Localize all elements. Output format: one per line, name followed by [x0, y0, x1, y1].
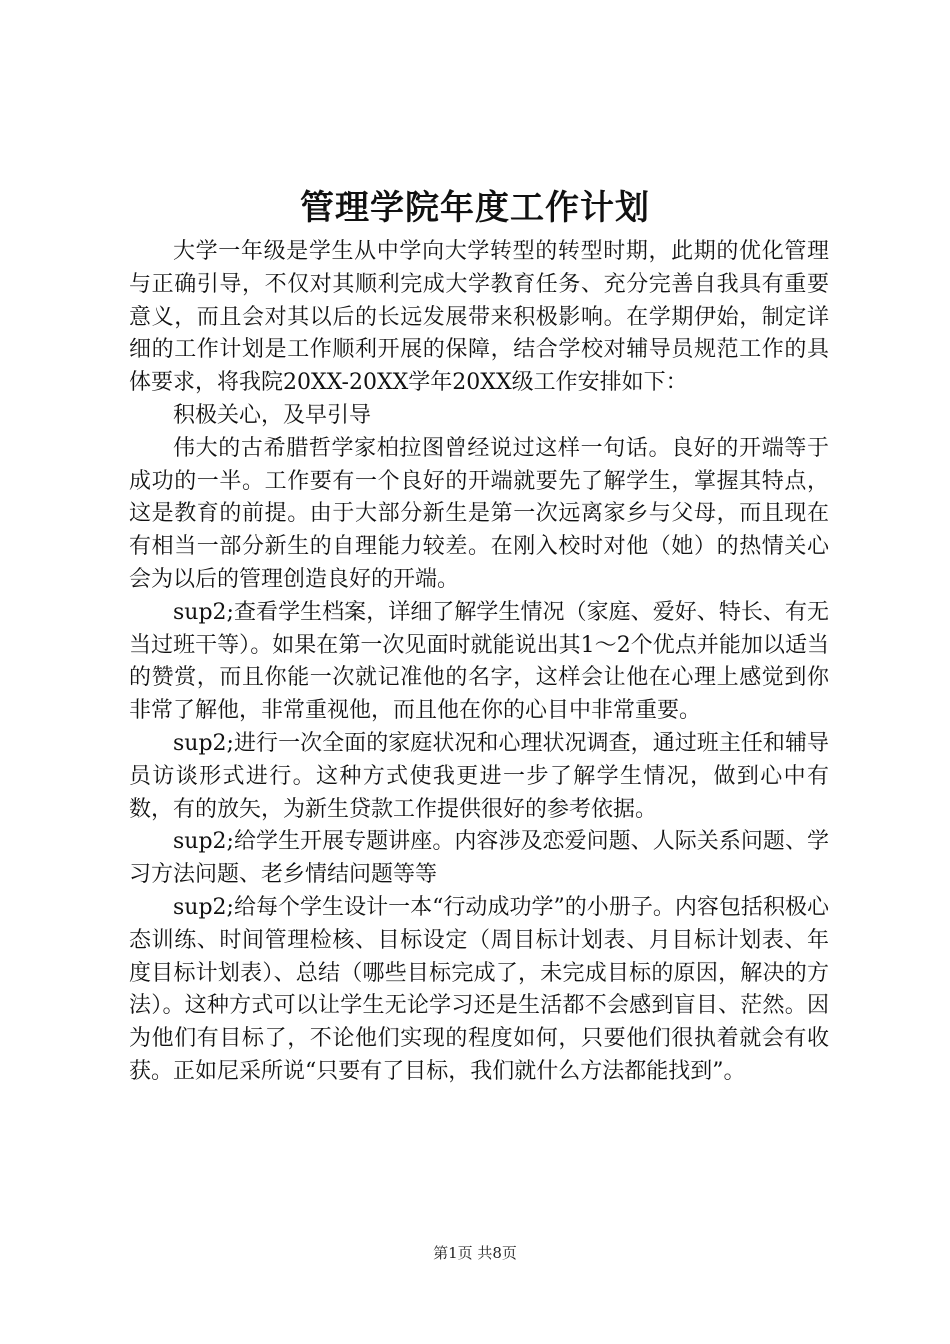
- document-body: [129, 236, 829, 1089]
- page-number-footer: 第1页 共8页: [433, 1244, 517, 1262]
- list-item: sup2;查看学生档案，详细了解学生情况（家庭、爱好、特长、有无当过班干等）。如果在第一次见面时就能说出其1～2个优点并能加以适当的赞赏，而且你能一次就记准他的名字，这样会让他在心理上感觉到你非常了解他，非常重视他，而且他在你的心目中非常重要。: [129, 599, 829, 724]
- section-heading: 积极关心，及早引导: [173, 402, 372, 428]
- intro-paragraph: 大学一年级是学生从中学向大学转型的转型时期，此期的优化管理与正确引导，不仅对其顺利完成大学教育任务、充分完善自我具有重要意义，而且会对其以后的长远发展带来积极影响。在学期伊始，制定详细的工作计划是工作顺利开展的保障，结合学校对辅导员规范工作的具体要求，将我院20XX-20XX学年20XX级工作安排如下：: [129, 239, 829, 396]
- list-item: sup2;进行一次全面的家庭状况和心理状况调查，通过班主任和辅导员访谈形式进行。这种方式使我更进一步了解学生情况，做到心中有数，有的放矢，为新生贷款工作提供很好的参考依据。: [129, 730, 829, 822]
- list-item: sup2;给每个学生设计一本“行动成功学”的小册子。内容包括积极心态训练、时间管理检核、目标设定（周目标计划表、月目标计划表、年度目标计划表）、总结（哪些目标完成了，未完成目标的原因，解决的方法）。这种方式可以让学生无论学习还是生活都不会感到盲目、茫然。因为他们有目标了，不论他们实现的程度如何，只要他们很执着就会有收获。正如尼采所说“只要有了目标，我们就什么方法都能找到”。: [129, 894, 829, 1084]
- list-item: sup2;给学生开展专题讲座。内容涉及恋爱问题、人际关系问题、学习方法问题、老乡情结问题等等: [129, 829, 829, 888]
- body-paragraph: 伟大的古希腊哲学家柏拉图曾经说过这样一句话。良好的开端等于成功的一半。工作要有一个良好的开端就要先了解学生，掌握其特点，这是教育的前提。由于大部分新生是第一次远离家乡与父母，而且现在有相当一部分新生的自理能力较差。在刚入校时对他（她）的热情关心会为以后的管理创造良好的开端。: [129, 435, 829, 592]
- document-title: 管理学院年度工作计划: [300, 188, 650, 228]
